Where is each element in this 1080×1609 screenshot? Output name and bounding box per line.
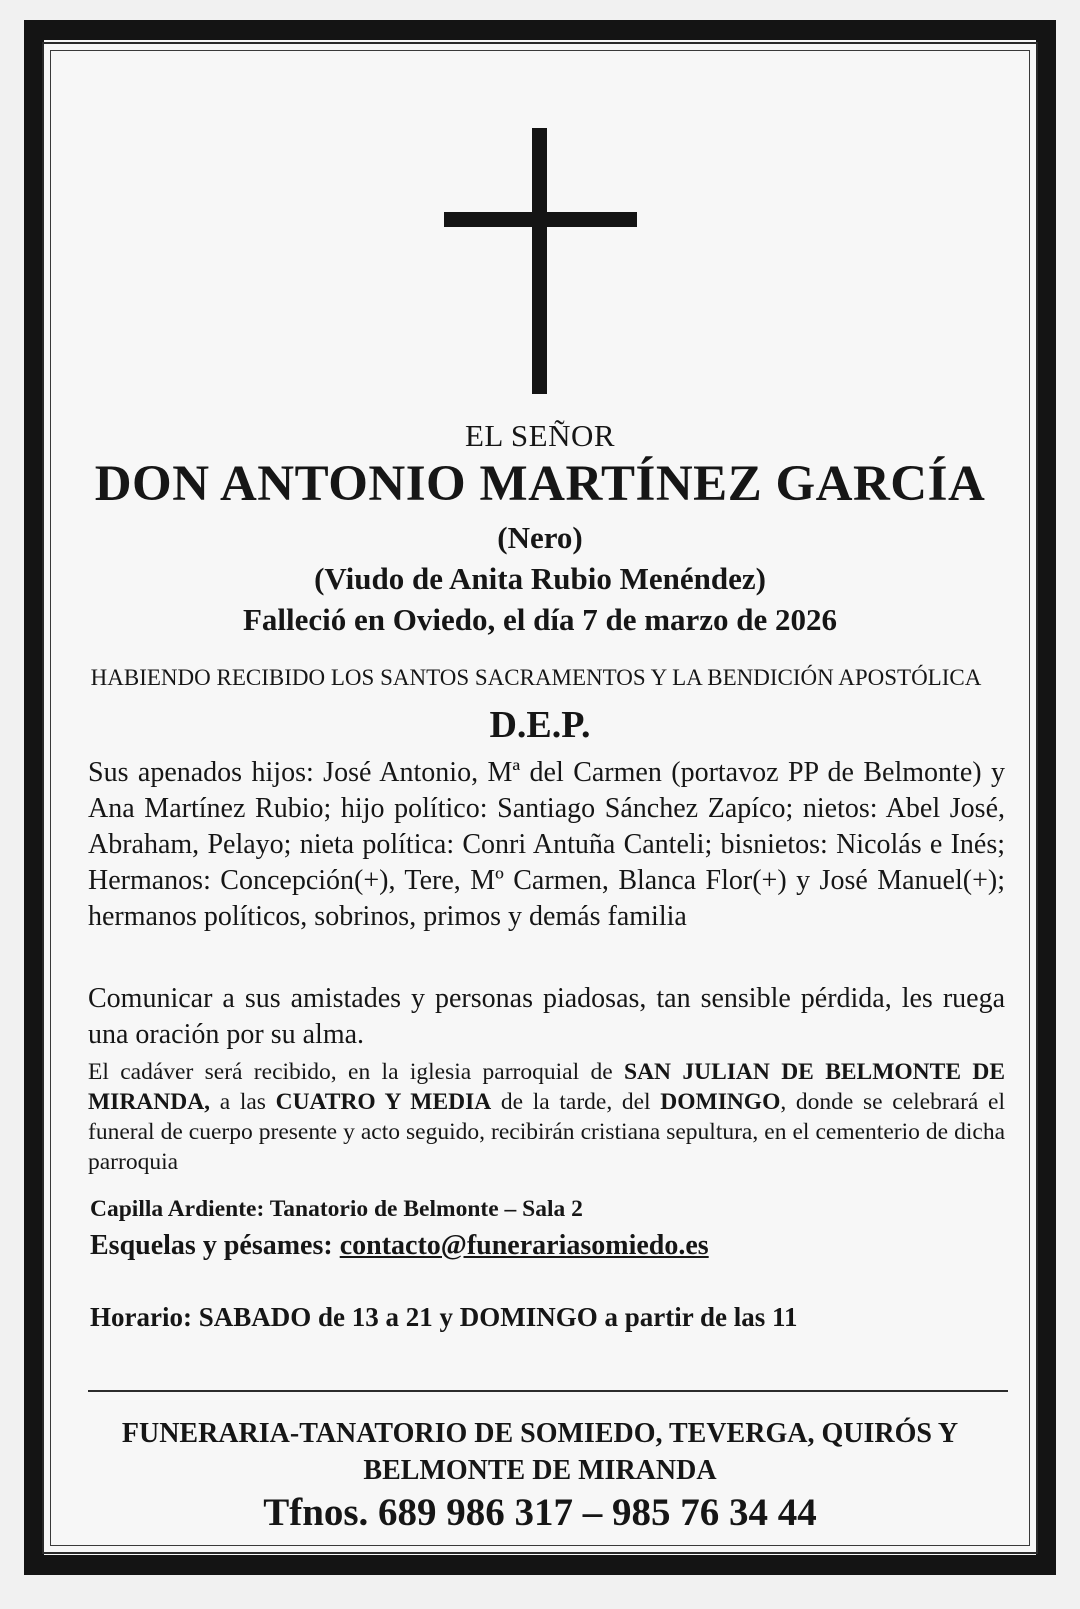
cross-vertical-bar (532, 128, 547, 394)
condolences-line (90, 1230, 709, 1262)
condolences-email-link[interactable]: contacto@funerariasomiedo.es (339, 1230, 709, 1261)
funeral-day: DOMINGO (660, 1089, 781, 1115)
death-statement: Falleció en Oviedo, el día 7 de marzo de 2026 (242, 602, 838, 637)
cross-horizontal-bar (444, 212, 637, 227)
funeral-text-4: , donde se celebrará el funeral de cuerpo presente y acto seguido, recibirán cristiana sepultura, en el cementerio de dicha parroquia (88, 1089, 1005, 1175)
contact-phones: Tfnos. 689 986 317 – 985 76 34 44 (263, 1491, 817, 1534)
deceased-name: DON ANTONIO MARTÍNEZ GARCÍA (94, 456, 986, 512)
funeral-time: CUATRO Y MEDIA (275, 1089, 492, 1115)
widower-note: (Viudo de Anita Rubio Menéndez) (314, 561, 766, 596)
visiting-schedule: Horario: SABADO de 13 a 21 y DOMINGO a partir de las 11 (90, 1302, 798, 1332)
funeral-home-name-line2: BELMONTE DE MIRANDA (363, 1455, 717, 1486)
funeral-text-1: El cadáver será recibido, en la iglesia parroquial de (88, 1059, 625, 1085)
divider-line (88, 1390, 1008, 1392)
funeral-home-name: FUNERARIA-TANATORIO DE SOMIEDO, TEVERGA, QUIRÓS Y (121, 1418, 959, 1449)
church-name: SAN JULIAN DE BELMONTE DE MIRANDA, (88, 1059, 1005, 1115)
family-paragraph: Sus apenados hijos: José Antonio, Mª del Carmen (portavoz PP de Belmonte) y Ana Martínez Rubio; hijo político: Santiago Sánchez Zapíco; nietos: Abel José, Abraham, Pelayo; nieta política: Conri Antuña Canteli; bisnietos: Nicolás e Inés; Hermanos: Concepción(+), Tere, Mº Carmen, Blanca Flor(+) y José Manuel(+); hermanos políticos, sobrinos, primos y demás familia (88, 757, 1005, 932)
communication-paragraph: Comunicar a sus amistades y personas piadosas, tan sensible pérdida, les ruega una oración por su alma. (88, 983, 1005, 1050)
honorific-title: EL SEÑOR (464, 418, 616, 453)
funeral-paragraph (88, 1057, 1005, 1177)
deceased-nickname: (Nero) (497, 520, 583, 555)
funeral-text-3: de la tarde, del (491, 1089, 661, 1115)
condolences-label: Esquelas y pésames: (90, 1230, 340, 1261)
sacraments-note: HABIENDO RECIBIDO LOS SANTOS SACRAMENTOS Y LA BENDICIÓN APOSTÓLICA (90, 665, 982, 690)
chapel-info: Capilla Ardiente: Tanatorio de Belmonte – Sala 2 (90, 1196, 583, 1222)
rip-heading: D.E.P. (489, 704, 591, 746)
funeral-text-2: a las (210, 1089, 276, 1115)
